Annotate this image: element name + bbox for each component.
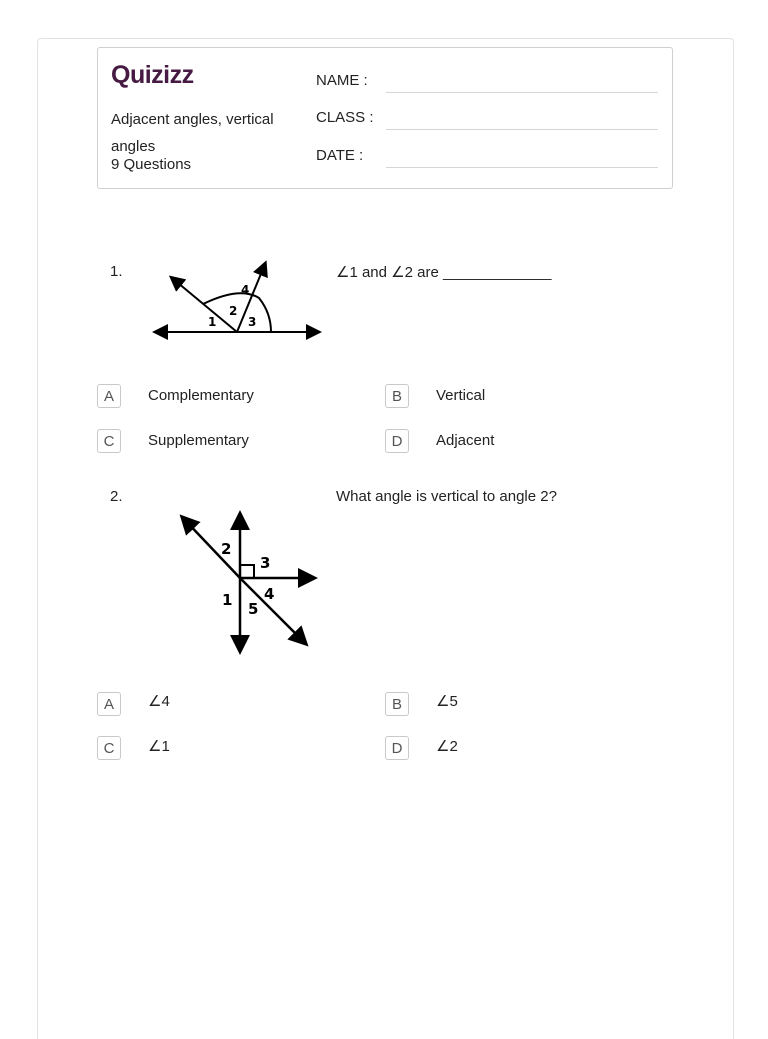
question-1-figure — [150, 258, 325, 342]
q1-angle-label-3: 3 — [248, 315, 257, 329]
q1-option-d-letter[interactable]: D — [385, 429, 409, 453]
q2-option-d-text[interactable]: ∠2 — [436, 738, 458, 755]
worksheet-header — [97, 47, 673, 189]
question-count: 9 Questions — [111, 156, 192, 173]
q1-option-d-text[interactable]: Adjacent — [436, 432, 495, 449]
q2-option-c-text[interactable]: ∠1 — [148, 738, 170, 755]
q2-option-b-letter[interactable]: B — [385, 692, 409, 716]
question-2-number: 2. — [110, 488, 123, 505]
q2-angle-label-4: 4 — [264, 585, 275, 603]
quizizz-logo: Quizizz — [111, 61, 194, 89]
q2-angle-label-3: 3 — [260, 554, 271, 572]
q2-angle-label-2: 2 — [221, 540, 232, 558]
q2-angle-label-5: 5 — [248, 600, 259, 618]
q2-option-c-letter[interactable]: C — [97, 736, 121, 760]
q2-option-d-letter[interactable]: D — [385, 736, 409, 760]
class-line — [386, 129, 658, 130]
date-line — [386, 167, 658, 168]
q1-option-a-letter[interactable]: A — [97, 384, 121, 408]
q1-option-b-letter[interactable]: B — [385, 384, 409, 408]
q2-angle-label-1: 1 — [222, 591, 233, 609]
question-1-text: ∠1 and ∠2 are _____________ — [336, 264, 552, 281]
class-label: CLASS : — [316, 109, 374, 126]
question-1-number: 1. — [110, 263, 123, 280]
q1-angle-label-2: 2 — [229, 304, 238, 318]
name-line — [386, 92, 658, 93]
q2-option-a-letter[interactable]: A — [97, 692, 121, 716]
question-2-text: What angle is vertical to angle 2? — [336, 488, 557, 505]
q1-option-b-text[interactable]: Vertical — [436, 387, 486, 404]
quiz-title: Adjacent angles, vertical angles — [111, 111, 274, 155]
q2-option-b-text[interactable]: ∠5 — [436, 693, 458, 710]
q2-option-a-text[interactable]: ∠4 — [148, 693, 170, 710]
date-label: DATE : — [316, 147, 364, 164]
question-2-figure — [175, 510, 320, 655]
q1-angle-label-1: 1 — [208, 315, 217, 329]
q1-angle-label-4: 4 — [241, 283, 250, 297]
q1-option-a-text[interactable]: Complementary — [148, 387, 254, 404]
q1-option-c-text[interactable]: Supplementary — [148, 432, 249, 449]
q1-option-c-letter[interactable]: C — [97, 429, 121, 453]
name-label: NAME : — [316, 72, 368, 89]
